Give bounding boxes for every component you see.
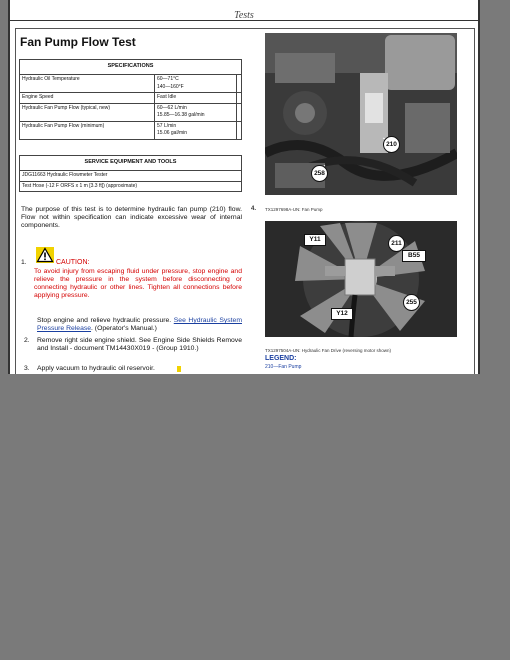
spec-value-alt: 140—160°F [157,83,184,90]
spec-label: Hydraulic Fan Pump Flow (minimum) [20,121,155,139]
table-row [20,93,242,104]
engine-illustration [265,33,457,195]
label-b55: B55 [402,250,426,262]
caution-text: To avoid injury from escaping fluid under pressure, stop engine and relieve the pressure in the system before disconnecting or connecting hydraulic or other lines. Tighten all connections before applying pressure. [34,268,242,299]
table-row [20,103,242,121]
figure-caption: TX1297504A-UN: Hydraulic Fan Drive (reversing motor shown) [265,348,392,353]
callout-210: 210 [383,136,400,153]
spec-label: Hydraulic Fan Pump Flow (typical, new) [20,103,155,121]
spec-value-alt: 15.85—16.38 gal/min [157,112,205,118]
warning-triangle-icon [36,247,54,263]
fan-pump-photo [265,33,457,195]
specifications-table [19,59,242,140]
spec-value: Fast Idle [155,93,237,104]
step-number: 1. [21,259,27,266]
spec-value: 60—71°C [157,76,179,82]
stop-text-end: . (Operator's Manual.) [91,325,157,332]
label-y12: Y12 [331,308,353,320]
spec-value: 60—62 L/min [157,104,187,111]
stop-engine-text [37,317,242,333]
table-row [20,121,242,139]
stop-text-start: Stop engine and relieve hydraulic pressure. [37,317,172,324]
step-text: Apply vacuum to hydraulic oil reservoir. [37,365,155,372]
spec-value-alt: 15.06 gal/min [157,130,188,136]
highlight-marker [177,366,181,372]
spec-label: Engine Speed [20,93,155,104]
section-title: Tests [234,10,254,21]
legend-heading: LEGEND: [265,355,297,362]
callout-211: 211 [388,235,405,252]
page-title: Fan Pump Flow Test [20,35,136,49]
callout-255: 255 [403,294,420,311]
fan-drive-illustration [265,221,457,337]
caution-label: CAUTION: [56,259,90,266]
figure-caption: TX1297698A-UN: Fan Pump [265,207,323,212]
spec-label: Hydraulic Oil Temperature [20,75,155,93]
table-row: Test Hose (-12 F ORFS x 1 m [3.3 ft]) (approximate) [20,181,242,192]
fan-drive-photo [265,221,457,337]
step-text: Remove right side engine shield. See Engine Side Shields Remove and Install - document TM14430X019 - (Group 1910.) [37,337,242,352]
spec-value: 57 L/min [157,122,177,129]
page-header [10,0,478,21]
document-page [8,0,480,374]
step-number: 2. [24,337,30,344]
table-row: JDG11663 Hydraulic Flowmeter Tester [20,171,242,182]
callout-258: 258 [311,165,328,182]
legend-item: 210—Fan Pump [265,364,302,370]
figure-number: 4. [251,206,257,212]
label-y11: Y11 [304,234,326,246]
table-row [20,75,242,93]
table-heading: SERVICE EQUIPMENT AND TOOLS [20,156,242,171]
table-heading: SPECIFICATIONS [20,60,242,75]
equipment-table [19,155,242,192]
intro-paragraph: The purpose of this test is to determine hydraulic fan pump (210) flow. Flow not within specification can indicate excessive wear of internal components. [21,206,242,229]
pressure-release-link[interactable]: See Hydraulic System Pressure Release [37,317,242,332]
step-number: 3. [24,365,30,372]
